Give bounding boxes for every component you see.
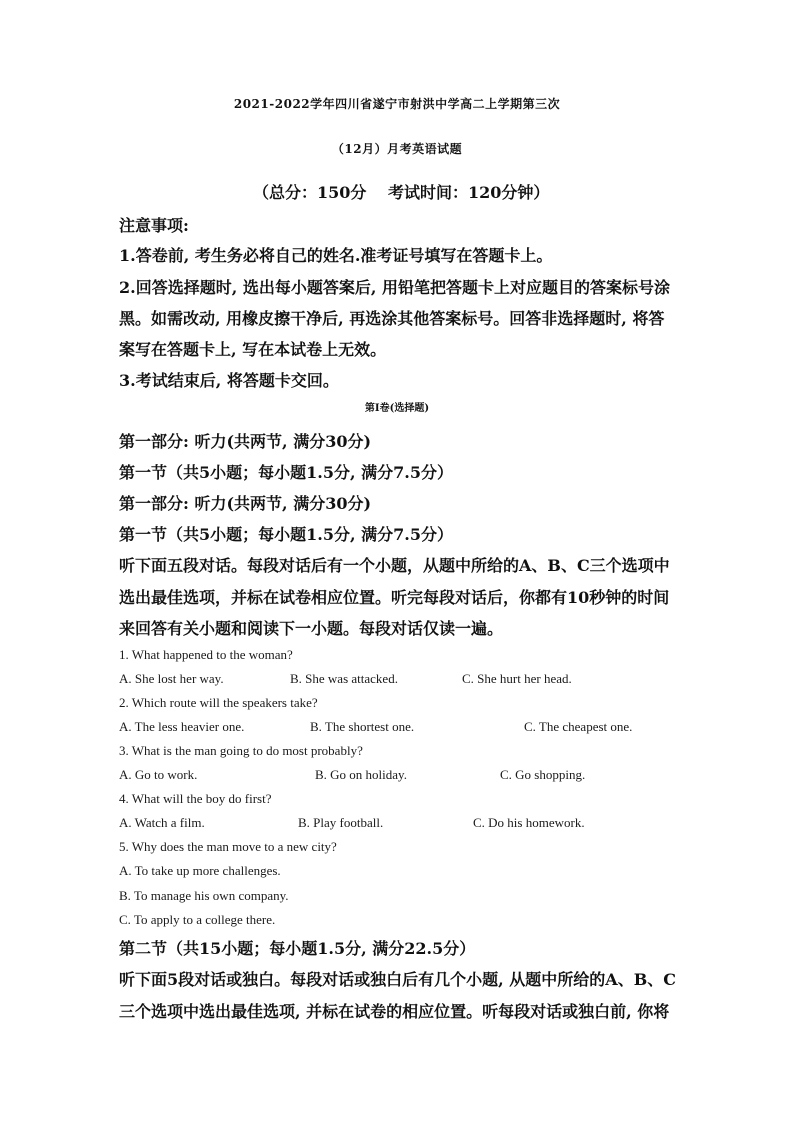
exam-title-line1: 2021-2022学年四川省遂宁市射洪中学高二上学期第三次	[233, 97, 561, 111]
question-4-option-c: C. Do his homework.	[473, 815, 585, 830]
question-3-stem: 3. What is the man going to do most probably?	[119, 743, 363, 758]
notes-item-1: 1.答卷前, 考生务必将自己的姓名.准考证号填写在答题卡上。	[119, 246, 553, 265]
question-2-option-b: B. The shortest one.	[310, 719, 415, 734]
notes-heading: 注意事项:	[119, 216, 189, 235]
question-5-option-c: C. To apply to a college there.	[119, 912, 276, 927]
exam-score: （总分：150分	[253, 183, 367, 202]
notes-item-3: 3.考试结束后, 将答题卡交回。	[119, 371, 339, 390]
part1-heading: 第一部分: 听力(共两节, 满分30分)	[119, 432, 372, 451]
exam-title-line2: （12月）月考英语试题	[331, 142, 463, 156]
question-3-option-c: C. Go shopping.	[500, 767, 586, 782]
question-3-option-b: B. Go on holiday.	[315, 767, 407, 782]
exam-time: 考试时间：120分钟）	[388, 183, 550, 202]
question-1-option-a: A. She lost her way.	[119, 671, 224, 686]
question-3-option-a: A. Go to work.	[119, 767, 198, 782]
question-4-stem: 4. What will the boy do first?	[119, 791, 272, 806]
notes-item-2-line3: 案写在答题卡上, 写在本试卷上无效。	[119, 340, 387, 359]
part1-instructions-line3: 来回答有关小题和阅读下一小题。每段对话仅读一遍。	[119, 619, 504, 638]
part2-section2: 第二节（共15小题；每小题1.5分, 满分22.5分）	[119, 939, 476, 958]
notes-item-2-line1: 2.回答选择题时, 选出每小题答案后, 用铅笔把答题卡上对应题目的答案标号涂	[119, 278, 670, 297]
volume-heading: 第I卷(选择题)	[364, 403, 430, 414]
question-2-option-a: A. The less heavier one.	[119, 719, 245, 734]
question-2-stem: 2. Which route will the speakers take?	[119, 695, 318, 710]
part1-section1: 第一节（共5小题；每小题1.5分, 满分7.5分）	[119, 463, 453, 482]
part1-heading-repeat: 第一部分: 听力(共两节, 满分30分)	[119, 494, 372, 513]
question-5-option-a: A. To take up more challenges.	[119, 863, 281, 878]
part1-instructions-line2: 选出最佳选项，并标在试卷相应位置。听完每段对话后，你都有10秒钟的时间	[119, 588, 670, 607]
part1-instructions-line1: 听下面五段对话。每段对话后有一个小题，从题中所给的A、B、C三个选项中	[119, 556, 670, 575]
question-5-stem: 5. Why does the man move to a new city?	[119, 839, 337, 854]
part2-instructions-line1: 听下面5段对话或独白。每段对话或独白后有几个小题, 从题中所给的A、B、C	[119, 970, 676, 989]
question-4-option-a: A. Watch a film.	[119, 815, 205, 830]
question-2-option-c: C. The cheapest one.	[524, 719, 633, 734]
question-5-option-b: B. To manage his own company.	[119, 888, 289, 903]
question-1-stem: 1. What happened to the woman?	[119, 647, 293, 662]
part2-instructions-line2: 三个选项中选出最佳选项, 并标在试卷的相应位置。听每段对话或独白前, 你将	[119, 1002, 670, 1021]
question-1-option-c: C. She hurt her head.	[462, 671, 572, 686]
part1-section1-repeat: 第一节（共5小题；每小题1.5分, 满分7.5分）	[119, 525, 453, 544]
notes-item-2-line2: 黑。如需改动, 用橡皮擦干净后, 再选涂其他答案标号。回答非选择题时, 将答	[119, 309, 665, 328]
question-4-option-b: B. Play football.	[298, 815, 384, 830]
question-1-option-b: B. She was attacked.	[290, 671, 398, 686]
